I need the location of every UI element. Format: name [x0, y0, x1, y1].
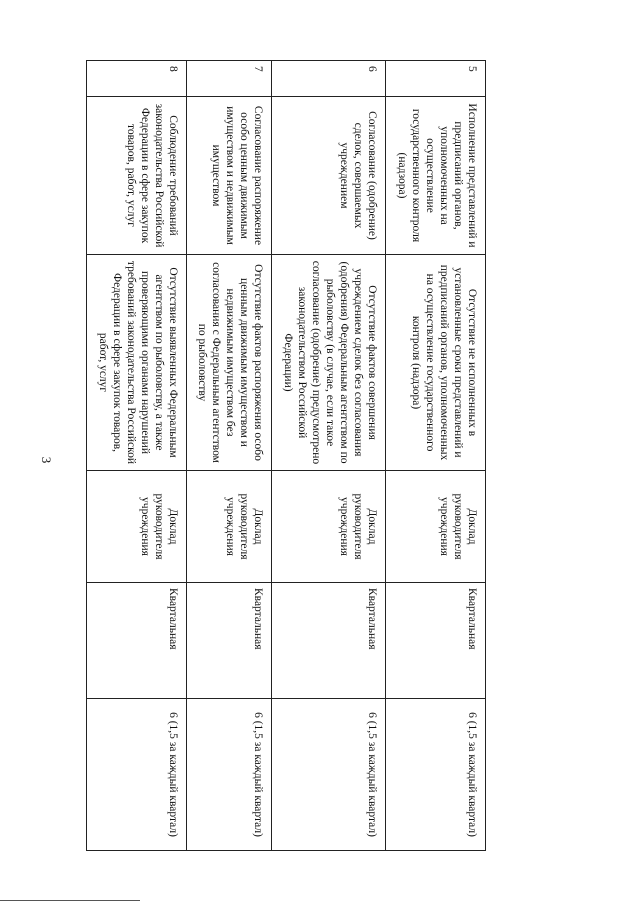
table-body — [87, 61, 486, 851]
footer-rule — [0, 900, 140, 901]
periodicity-cell-text: Квартальная — [166, 588, 179, 650]
table-row — [386, 61, 486, 851]
indicator-cell — [386, 255, 486, 471]
periodicity-cell — [87, 583, 187, 699]
criterion-name-cell-text: Согласование распоряжение особо ценным движимым имуществом и недвижимым имуществом — [210, 105, 265, 246]
score-cell-text: 6 (1,5 за каждый квартал) — [366, 712, 379, 837]
report-form-cell-text: Доклад руководителя учреждения — [138, 493, 179, 560]
criterion-name-cell-text: Соблюдение требований законодательства Российской Федерации в сфере закупок товаров, работ, услуг — [124, 103, 179, 248]
indicator-table — [86, 60, 486, 851]
report-form-cell — [186, 471, 271, 583]
report-form-cell — [386, 471, 486, 583]
page-number: 3 — [39, 456, 54, 464]
row-number-cell-text: 6 — [366, 66, 379, 72]
row-number-cell-text: 8 — [166, 66, 179, 72]
criterion-name-cell — [386, 97, 486, 255]
row-number-cell — [186, 61, 271, 97]
indicator-cell-text: Отсутствие фактов совершения учреждением сделок без согласования (одобрения) Федеральным агентством по рыболовству (в случае, если такое согласование (одобрение) предусмотрено законодательством Российской Федерации) — [282, 260, 379, 465]
indicator-table-frame — [86, 60, 486, 850]
periodicity-cell — [186, 583, 271, 699]
indicator-cell — [272, 255, 386, 471]
periodicity-cell-text: Квартальная — [466, 588, 478, 650]
row-number-cell — [272, 61, 386, 97]
row-number-cell — [87, 61, 187, 97]
indicator-cell-text: Отсутствие не исполненных в установленные сроки представлений и предписаний органов, уполномоченных на осуществление государственного контроля (надзора) — [409, 264, 478, 461]
criterion-name-cell — [272, 97, 386, 255]
score-cell-text: 6 (1,5 за каждый квартал) — [252, 712, 265, 837]
report-form-cell — [272, 471, 386, 583]
row-number-cell-text: 7 — [252, 66, 265, 72]
criterion-name-cell — [87, 97, 187, 255]
score-cell — [87, 699, 187, 851]
report-form-cell-text: Доклад руководителя учреждения — [437, 493, 478, 560]
table-row — [272, 61, 386, 851]
criterion-name-cell-text: Исполнение представлений и предписаний органов, уполномоченных на осуществление государственного контроля (надзора) — [395, 103, 478, 248]
table-row — [87, 61, 187, 851]
report-form-cell-text: Доклад руководителя учреждения — [338, 493, 379, 560]
periodicity-cell — [386, 583, 486, 699]
indicator-cell-text: Отсутствие фактов распоряжения особо ценным движимым имуществом и недвижимым имуществом без согласования с Федеральным агентством по рыболовству — [196, 262, 265, 463]
criterion-name-cell-text: Согласование (одобрение) сделок, совершаемых учреждением — [338, 111, 379, 240]
indicator-cell-text: Отсутствие выявленных Федеральным агентством по рыболовству, а также проверяющими органами нарушений требований законодательства Российской Федерации в сфере закупок товаров, работ, услуг — [96, 260, 179, 465]
score-cell — [386, 699, 486, 851]
periodicity-cell — [272, 583, 386, 699]
score-cell-text: 6 (1,5 за каждый квартал) — [166, 712, 179, 837]
report-form-cell — [87, 471, 187, 583]
score-cell — [272, 699, 386, 851]
score-cell — [186, 699, 271, 851]
indicator-cell — [186, 255, 271, 471]
indicator-cell — [87, 255, 187, 471]
periodicity-cell-text: Квартальная — [366, 588, 379, 650]
row-number-cell — [386, 61, 486, 97]
criterion-name-cell — [186, 97, 271, 255]
score-cell-text: 6 (1,5 за каждый квартал) — [466, 712, 478, 837]
rotated-table-container — [86, 60, 486, 850]
report-form-cell-text: Доклад руководителя учреждения — [224, 493, 265, 560]
periodicity-cell-text: Квартальная — [252, 588, 265, 650]
table-row — [186, 61, 271, 851]
row-number-cell-text: 5 — [466, 66, 478, 72]
